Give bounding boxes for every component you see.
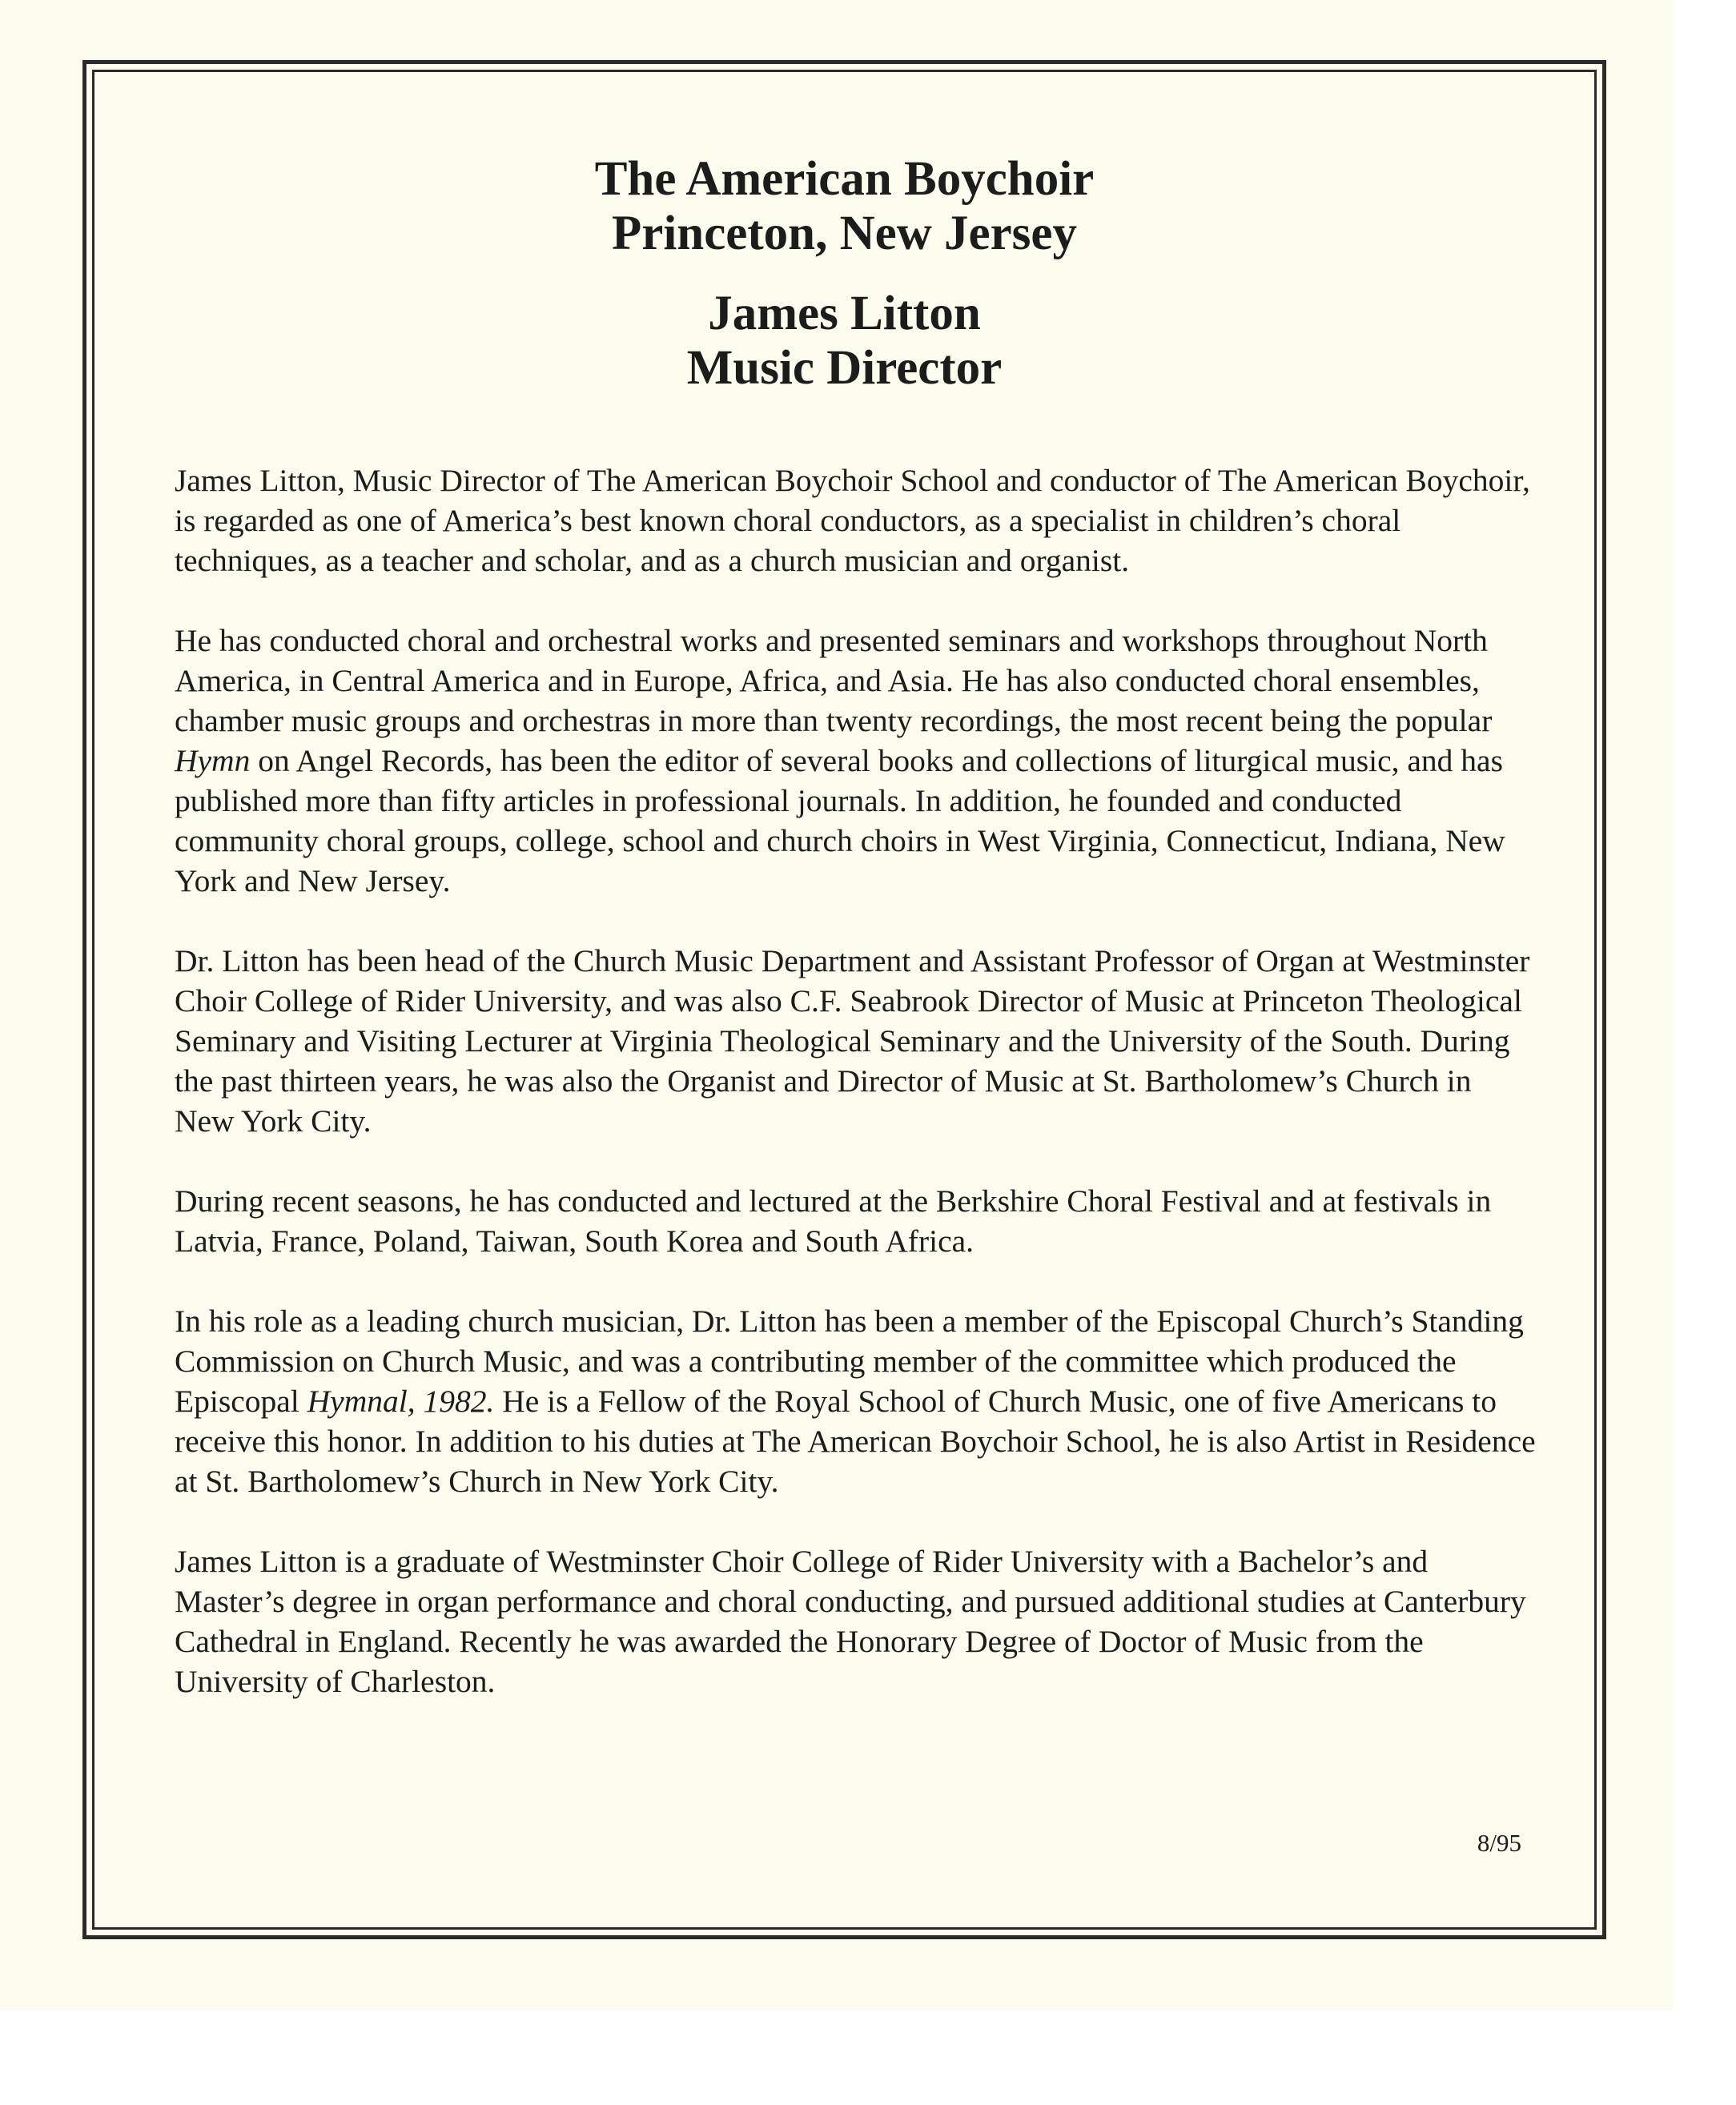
album-title: Hymn	[175, 743, 251, 778]
bio-paragraph-6: James Litton is a graduate of Westminster Choir College of Rider University with a Bachelor’s and Master’s degree in organ performance and choral conducting, and pursued additional studies at Canterbury Cathedral in England. Recently he was awarded the Honorary Degree of Doctor of Music from the University of Charleston.	[175, 1544, 1526, 1699]
person-name: James Litton	[708, 287, 981, 340]
organization-heading	[92, 152, 1597, 261]
person-heading	[92, 287, 1597, 396]
organization-location: Princeton, New Jersey	[612, 207, 1077, 260]
bio-paragraph-5-text-a: In his role as a leading church musician, Dr. Litton has been a member of the Episcopal Church’s Standing Commission on Church Music, and was a contributing member of the committee which produced the Episcopal	[175, 1304, 1524, 1419]
biography-body	[175, 460, 1536, 1741]
bio-paragraph-2-text-b: on Angel Records, has been the editor of several books and collections of liturgical music, and has published more than fifty articles in professional journals. In addition, he founded and conducted community choral groups, college, school and church choirs in West Virginia, Connecticut, Indiana, New York and New Jersey.	[175, 743, 1505, 898]
bio-paragraph-5	[175, 1301, 1536, 1501]
bio-paragraph-2	[175, 621, 1536, 901]
bio-paragraph-5-text-b: He is a Fellow of the Royal School of Church Music, one of five Americans to receive this honor. In addition to his duties at The American Boychoir School, he is also Artist in Residence at St. Bartholomew’s Church in New York City.	[175, 1384, 1536, 1499]
organization-name: The American Boychoir	[594, 152, 1095, 206]
bio-paragraph-1: James Litton, Music Director of The American Boychoir School and conductor of The American Boychoir, is regarded as one of America’s best known choral conductors, as a specialist in children’s choral techniques, as a teacher and scholar, and as a church musician and organist.	[175, 463, 1530, 578]
document-date: 8/95	[1477, 1829, 1521, 1857]
person-title: Music Director	[686, 341, 1003, 395]
bio-paragraph-3: Dr. Litton has been head of the Church Music Department and Assistant Professor of Organ at Westminster Choir College of Rider University, and was also C.F. Seabrook Director of Music at Princeton Theological Seminary and Visiting Lecturer at Virginia Theological Seminary and the University of the South. During the past thirteen years, he was also the Organist and Director of Music at St. Bartholomew’s Church in New York City.	[175, 943, 1530, 1139]
hymnal-title: Hymnal, 1982.	[307, 1384, 495, 1419]
bio-paragraph-4: During recent seasons, he has conducted and lectured at the Berkshire Choral Festival and at festivals in Latvia, France, Poland, Taiwan, South Korea and South Africa.	[175, 1183, 1492, 1259]
bio-paragraph-2-text-a: He has conducted choral and orchestral works and presented seminars and workshops throughout North America, in Central America and in Europe, Africa, and Asia. He has also conducted choral ensembles, chamber music groups and orchestras in more than twenty recordings, the most recent being the popular	[175, 623, 1493, 738]
